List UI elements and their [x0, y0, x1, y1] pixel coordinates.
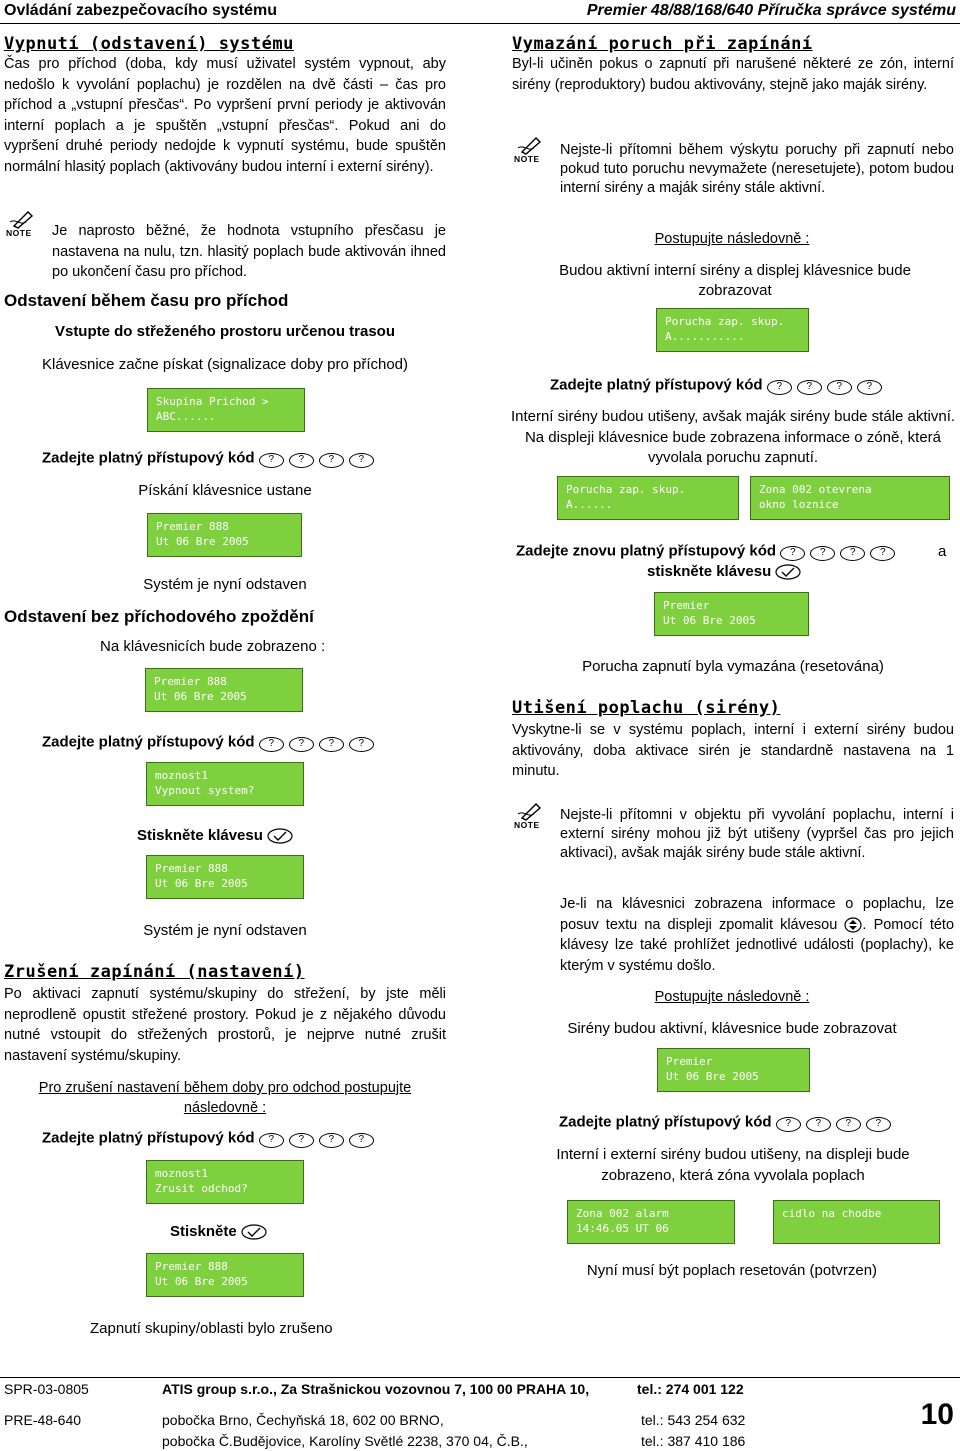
note-icon — [514, 800, 548, 830]
scroll-key-icon — [844, 917, 862, 933]
code-keys-icon: ? ? ? ? — [776, 1113, 896, 1132]
footer-address-main: ATIS group s.r.o., Za Strašnickou vozovnou 7, 100 00 PRAHA 10, — [162, 1381, 590, 1397]
lcd-display: cidlo na chodbe — [773, 1200, 940, 1244]
instruction-na-klavesnicich: Na klávesnicích bude zobrazeno : — [100, 638, 326, 655]
lcd-display: Premier 888 Ut 06 Bre 2005 — [146, 855, 304, 899]
lcd-display: Zona 002 alarm 14:46.05 UT 06 — [567, 1200, 735, 1244]
status-zapnuti-zruseno: Zapnutí skupiny/oblasti bylo zrušeno — [90, 1320, 333, 1337]
instruction-zadejte-kod: Zadejte platný přístupový kód ? ? ? ? — [559, 1113, 896, 1132]
instruction-zadejte-kod: Zadejte platný přístupový kód ? ? ? ? — [550, 376, 887, 395]
instruction-postupujte: Postupujte následovně : — [654, 989, 810, 1005]
lcd-display: Porucha zap. skup. A...... — [557, 476, 739, 520]
header-left-title: Ovládání zabezpečovacího systému — [4, 2, 277, 19]
note-text-3: Nejste-li přítomni v objektu při vyvolání poplachu, interní i externí sirény mohou již být utišeny (vypršel čas pro jejich aktivaci), avšak maják sirény bude stále aktivní. — [560, 807, 954, 861]
ok-key-icon — [241, 1224, 267, 1240]
footer-tel-main: tel.: 274 001 122 — [637, 1381, 744, 1397]
lcd-display: Premier Ut 06 Bre 2005 — [657, 1048, 810, 1092]
instruction-pro-zruseni: Pro zrušení nastavení během doby pro odchod postupujte následovně : — [38, 1080, 412, 1116]
footer-tel-brno: tel.: 543 254 632 — [641, 1412, 746, 1428]
paragraph-utiseni: Vyskytne-li se v systému poplach, interní i externí sirény budou aktivovány, doba aktivace sirén je standardně nastavena na 1 minutu. — [512, 722, 954, 779]
paragraph-jeli: Je-li na klávesnici zobrazena informace o poplachu, lze posuv textu na displeji zpomalit klávesou . Pomocí této klávesy lze také prohlížet jednotlivé události (poplachy), ke kterým v systému došlo. — [560, 896, 955, 974]
lcd-display: Premier 888 Ut 06 Bre 2005 — [145, 668, 303, 712]
note-label: NOTE — [514, 154, 540, 164]
note-text-2: Nejste-li přítomni během výskytu poruchy při zapnutí nebo pokud tuto poruchu nevymažete (neresetujete), potom budou interní sirény a maják sirény stále aktivní. — [560, 142, 954, 196]
status-system-odstaven: Systém je nyní odstaven — [143, 922, 307, 939]
status-system-odstaven: Systém je nyní odstaven — [143, 576, 307, 593]
paragraph-vymazani: Byl-li učiněn pokus o zapnutí při narušené některé ze zón, interní sirény (reproduktory) budou aktivovány, stejně jako maják sirény. — [512, 56, 954, 93]
footer-address-cb: pobočka Č.Budějovice, Karolíny Světlé 2238, 370 04, Č.B., — [162, 1433, 528, 1449]
code-keys-icon: ? ? ? ? — [780, 542, 900, 561]
instruction-piskani-ustane: Pískání klávesnice ustane — [138, 482, 312, 499]
instruction-postupujte: Postupujte následovně : — [654, 231, 810, 247]
note-label: NOTE — [514, 820, 540, 830]
lcd-display: moznost1 Zrusit odchod? — [146, 1160, 304, 1204]
status-nyni-resetovan: Nyní musí být poplach resetován (potvrzen) — [586, 1262, 878, 1279]
lcd-display: Premier 888 Ut 06 Bre 2005 — [147, 513, 302, 557]
code-keys-icon: ? ? ? ? — [767, 376, 887, 395]
instruction-zadejte-kod: Zadejte platný přístupový kód ? ? ? ? — [42, 449, 379, 468]
heading-zruseni: Zrušení zapínání (nastavení) — [4, 962, 305, 982]
note-text-1: Je naprosto běžné, že hodnota vstupního přesčasu je nastavena na nulu, tzn. hlasitý poplach bude aktivován ihned po ukončení času pro příchod. — [52, 223, 446, 280]
note-icon — [6, 208, 40, 238]
status-porucha-vymazana: Porucha zapnutí byla vymazána (resetována) — [582, 658, 884, 675]
instruction-sireny-utiseny: Interní i externí sirény budou utišeny, na displeji bude zobrazeno, která zóna vyvolala poplach — [556, 1146, 910, 1184]
heading-odstaveni-bez: Odstavení bez příchodového zpoždění — [4, 607, 314, 626]
instruction-budou-aktivni: Budou aktivní interní sirény a displej klávesnice bude zobrazovat — [559, 262, 911, 299]
lcd-display: Premier 888 Ut 06 Bre 2005 — [146, 1253, 304, 1297]
instruction-zadejte-kod: Zadejte platný přístupový kód ? ? ? ? — [42, 1129, 379, 1148]
heading-utiseni: Utišení poplachu (sirény) — [512, 698, 781, 718]
instruction-stisknete-klavesu: stiskněte klávesu — [647, 563, 801, 580]
conjunction-a: a — [938, 543, 947, 560]
heading-odstaveni-prichod: Odstavení během času pro příchod — [4, 291, 289, 310]
paragraph-zruseni: Po aktivaci zapnutí systému/skupiny do střežení, by jste měli neprodleně opustit střežené prostory. Pokud je z nějakého důvodu nutné vstoupit do střežených prostorů, je nejprve nutné zrušit nastavení systému/skupiny. — [4, 986, 446, 1064]
instruction-stisknete-klavesu: Stiskněte klávesu — [137, 827, 293, 844]
paragraph-vypnuti: Čas pro příchod (doba, kdy musí uživatel systém vypnout, aby nedošlo k vyvolání poplachu) je rozdělen na dvě části – čas pro příchod a „vstupní přesčas“. Po vypršení první periody je aktivován interní poplach a je spuštěn „vstupní přesčas“. Pokud ani do vypršení druhé periody nedojde k vypnutí systému, bude spuštěn normální hlasitý poplach (aktivovány budou interní i externí sirény). — [4, 56, 446, 175]
heading-vypnuti: Vypnutí (odstavení) systému — [4, 34, 294, 54]
instruction-zadejte-kod: Zadejte platný přístupový kód ? ? ? ? — [42, 733, 379, 752]
lcd-display: Zona 002 otevrena okno loznice — [750, 476, 950, 520]
ok-key-icon — [775, 564, 801, 580]
instruction-stisknete: Stiskněte — [170, 1223, 267, 1240]
heading-vymazani: Vymazání poruch při zapínání — [512, 34, 813, 54]
note-icon — [514, 134, 548, 164]
footer-tel-cb: tel.: 387 410 186 — [641, 1433, 746, 1449]
instruction-sireny-aktivni: Sirény budou aktivní, klávesnice bude zobrazovat — [567, 1020, 897, 1037]
lcd-display: Skupina Prichod > ABC...... — [147, 388, 305, 432]
lcd-display: moznost1 Vypnout system? — [146, 762, 304, 806]
header-right-title: Premier 48/88/168/640 Příručka správce systému — [586, 2, 956, 19]
instruction-zadejte-znovu: Zadejte znovu platný přístupový kód ? ? ? ? — [516, 542, 900, 561]
footer-address-brno: pobočka Brno, Čechyňská 18, 602 00 BRNO, — [162, 1412, 444, 1428]
note-label: NOTE — [6, 228, 32, 238]
code-keys-icon: ? ? ? ? — [259, 1129, 379, 1148]
footer-doc-code-2: PRE-48-640 — [4, 1412, 82, 1428]
instruction-vstupte: Vstupte do střeženého prostoru určenou trasou — [54, 323, 396, 340]
instruction-interni-utiseny: Interní sirény budou utišeny, avšak maják sirény bude stále aktivní. Na displeji klávesnice bude zobrazena informace o zóně, která vyvolala poruchu zapnutí. — [510, 408, 956, 466]
lcd-display: Porucha zap. skup. A........... — [656, 308, 809, 352]
code-keys-icon: ? ? ? ? — [259, 733, 379, 752]
page-number: 10 — [920, 1398, 954, 1431]
instruction-klavesnice-piskat: Klávesnice začne pískat (signalizace doby pro příchod) — [41, 356, 409, 373]
ok-key-icon — [267, 828, 293, 844]
lcd-display: Premier Ut 06 Bre 2005 — [654, 592, 809, 636]
code-keys-icon: ? ? ? ? — [259, 449, 379, 468]
footer-doc-code-1: SPR-03-0805 — [4, 1381, 89, 1397]
